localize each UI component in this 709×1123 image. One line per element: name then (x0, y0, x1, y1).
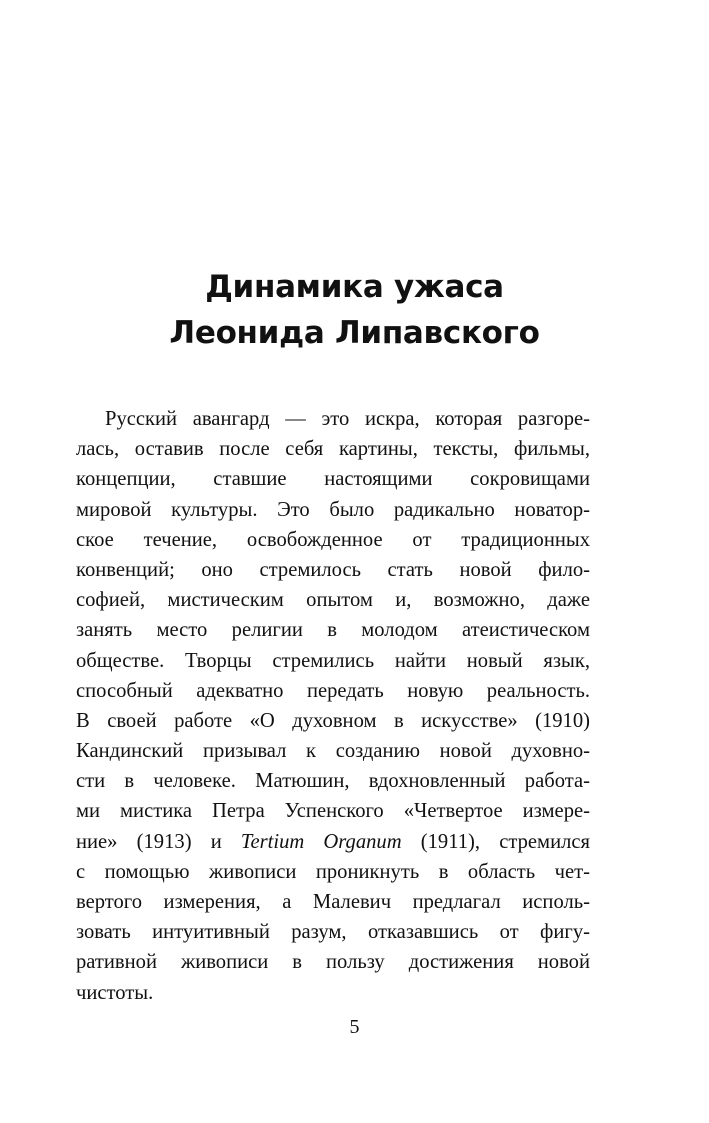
chapter-title (0, 264, 709, 356)
text-segment: (1911), стремился (401, 830, 590, 853)
chapter-title-line-1: Динамика ужаса (205, 269, 504, 305)
chapter-title-line-2: Леонида Липавского (169, 315, 540, 351)
text-line-with-italic (76, 827, 590, 857)
text-line: с помощью живописи проникнуть в область чет- (76, 860, 590, 883)
text-line: конвенций; оно стремилось стать новой фило- (76, 558, 590, 581)
text-line: В своей работе «О духовном в искусстве» (1910) (76, 709, 590, 732)
text-line: сти в человеке. Матюшин, вдохновленный работа- (76, 770, 590, 793)
text-segment: ние» (1913) и (76, 830, 241, 853)
text-line: лась, оставив после себя картины, тексты, фильмы, (76, 438, 590, 461)
text-line: концепции, ставшие настоящими сокровищами (76, 468, 590, 491)
text-line: ское течение, освобожденное от традиционных (76, 528, 590, 551)
text-line: мировой культуры. Это было радикально новатор- (76, 498, 590, 521)
text-line: занять место религии в молодом атеистическом (76, 619, 590, 642)
page-number: 5 (349, 1016, 360, 1038)
italic-title: Tertium Organum (240, 830, 402, 853)
text-line: Русский авангард — это искра, которая разгоре- (105, 408, 590, 430)
text-line: софией, мистическим опытом и, возможно, даже (76, 589, 590, 612)
body-paragraph (76, 404, 590, 1008)
text-line: вертого измерения, а Малевич предлагал исполь- (76, 891, 590, 913)
text-line: ративной живописи в пользу достижения новой (76, 951, 590, 974)
text-line: обществе. Творцы стремились найти новый язык, (76, 649, 590, 672)
text-line: способный адекватно передать новую реальность. (76, 679, 590, 702)
text-line: ми мистика Петра Успенского «Четвертое измере- (76, 800, 590, 823)
text-line: Кандинский призывал к созданию новой духовно- (76, 740, 590, 763)
text-line: зовать интуитивный разум, отказавшись от фигу- (76, 921, 590, 944)
text-line: чистоты. (76, 981, 154, 1004)
